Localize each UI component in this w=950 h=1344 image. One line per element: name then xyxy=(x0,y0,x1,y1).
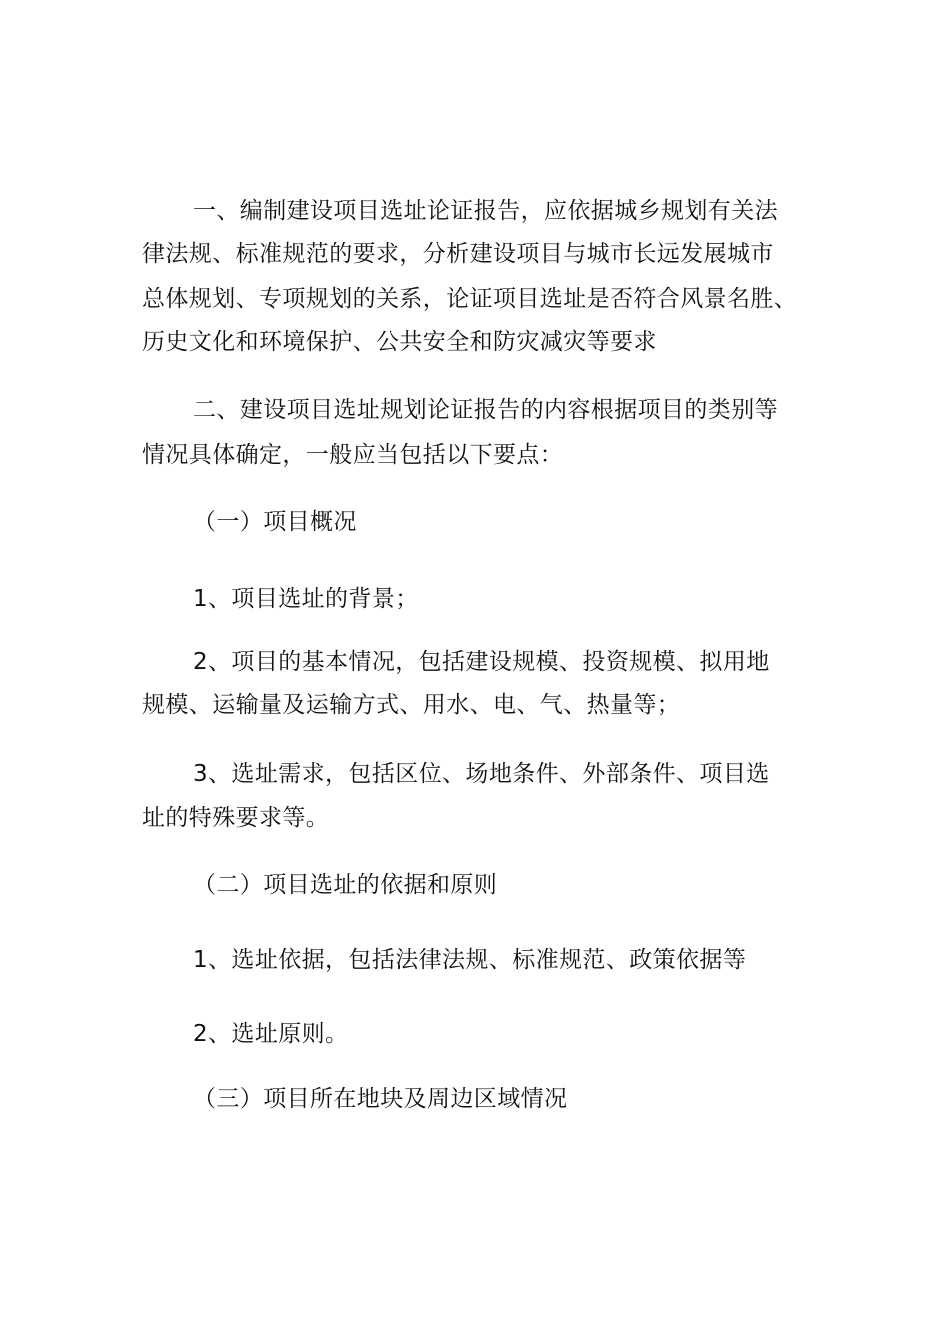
paragraph-2-line-1: 二、建设项目选址规划论证报告的内容根据项目的类别等 xyxy=(193,397,778,423)
paragraph-1-line-3: 总体规划、专项规划的关系，论证项目选址是否符合风景名胜、 xyxy=(142,286,798,312)
section-1-item-3-line-2: 址的特殊要求等。 xyxy=(142,805,330,831)
section-1-heading: （一）项目概况 xyxy=(193,509,357,535)
section-2-item-2: 2、选址原则。 xyxy=(193,1021,349,1047)
section-1-item-3-line-1: 3、选址需求，包括区位、场地条件、外部条件、项目选 xyxy=(193,761,770,787)
section-1-item-1: 1、项目选址的背景； xyxy=(193,586,419,612)
section-2-heading: （二）项目选址的依据和原则 xyxy=(193,872,498,898)
paragraph-1-line-4: 历史文化和环境保护、公共安全和防灾减灾等要求 xyxy=(142,329,657,355)
section-3-heading: （三）项目所在地块及周边区域情况 xyxy=(193,1086,568,1112)
paragraph-1-line-2: 律法规、标准规范的要求，分析建设项目与城市长远发展城市 xyxy=(142,241,774,267)
paragraph-1-line-1: 一、编制建设项目选址论证报告，应依据城乡规划有关法 xyxy=(193,198,778,224)
section-1-item-2-line-1: 2、项目的基本情况，包括建设规模、投资规模、拟用地 xyxy=(193,649,770,675)
paragraph-2-line-2: 情况具体确定，一般应当包括以下要点： xyxy=(142,442,564,468)
section-1-item-2-line-2: 规模、运输量及运输方式、用水、电、气、热量等； xyxy=(142,692,681,718)
section-2-item-1: 1、选址依据，包括法律法规、标准规范、政策依据等 xyxy=(193,947,747,973)
